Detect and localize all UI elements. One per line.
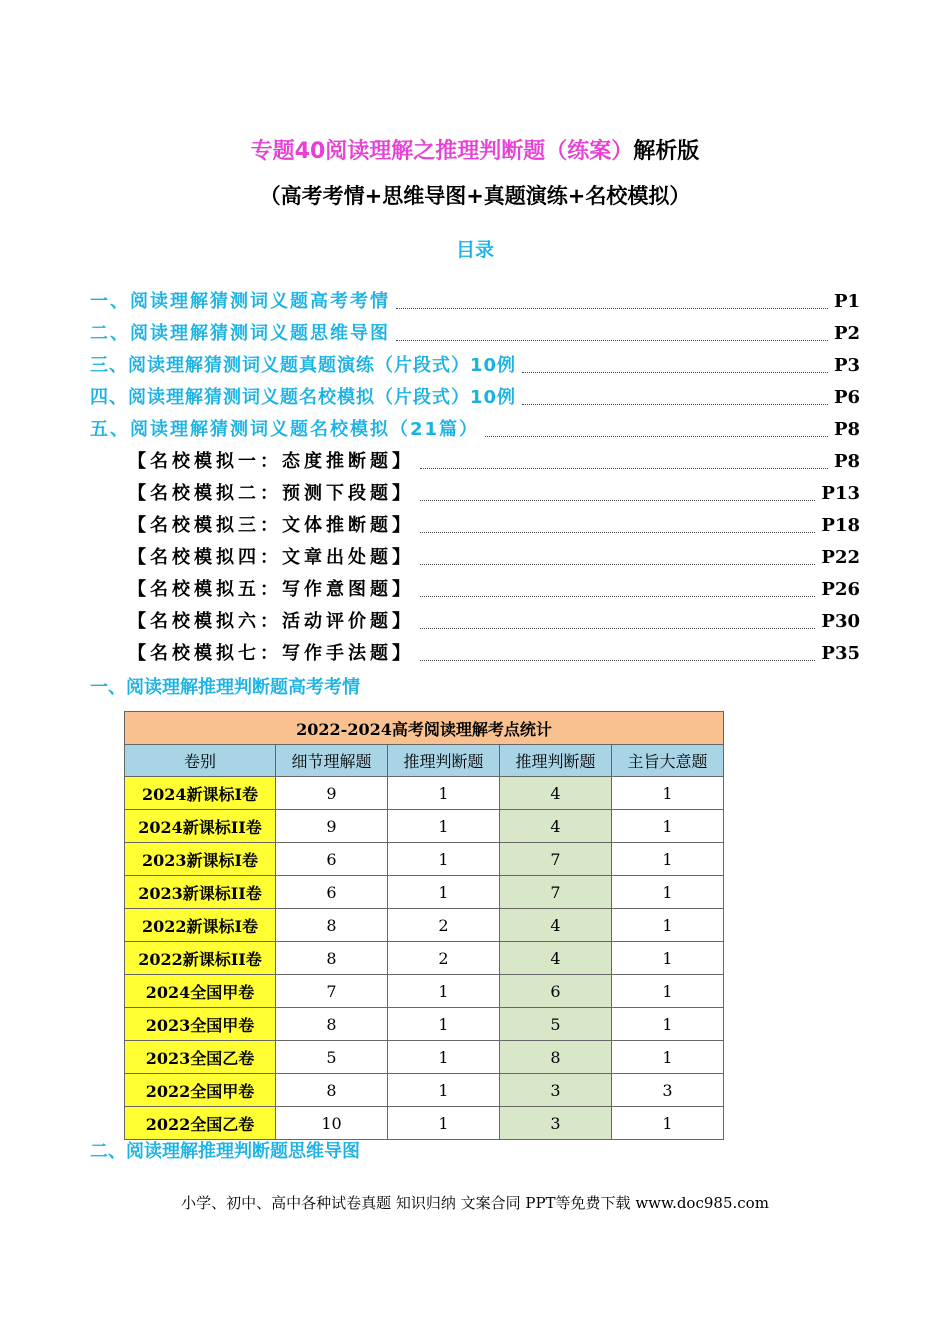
count-cell: 4 xyxy=(500,942,612,975)
toc-item-label: 五、阅读理解猜测词义题名校模拟（21篇） xyxy=(90,419,480,440)
toc-subitem-page: P8 xyxy=(833,451,860,472)
count-cell: 6 xyxy=(276,843,388,876)
table-row xyxy=(125,777,724,810)
count-cell: 1 xyxy=(388,1107,500,1140)
paper-name-cell: 2023新课标I卷 xyxy=(125,843,276,876)
count-cell: 5 xyxy=(500,1008,612,1041)
count-cell: 3 xyxy=(500,1074,612,1107)
toc-subitem-page: P13 xyxy=(821,483,860,504)
count-cell: 8 xyxy=(276,1074,388,1107)
toc-subitem[interactable] xyxy=(90,569,860,601)
paper-name-cell: 2023全国甲卷 xyxy=(125,1008,276,1041)
table-row xyxy=(125,843,724,876)
section-heading-2: 二、阅读理解推理判断题思维导图 xyxy=(90,1141,360,1162)
toc-subitem-page: P22 xyxy=(821,547,860,568)
toc-item-page: P2 xyxy=(833,323,860,344)
toc-item-page: P6 xyxy=(833,387,860,408)
count-cell: 1 xyxy=(388,1074,500,1107)
paper-name-cell: 2024新课标I卷 xyxy=(125,777,276,810)
count-cell: 8 xyxy=(276,942,388,975)
paper-name-cell: 2022全国乙卷 xyxy=(125,1107,276,1140)
count-cell: 1 xyxy=(388,843,500,876)
toc-subitem-label: 【名校模拟一：态度推断题】 xyxy=(128,451,414,472)
count-cell: 9 xyxy=(276,777,388,810)
toc-leader xyxy=(420,595,815,597)
toc-leader xyxy=(420,659,815,661)
count-cell: 1 xyxy=(612,909,724,942)
column-header: 主旨大意题 xyxy=(612,745,724,777)
section-heading-1: 一、阅读理解推理判断题高考考情 xyxy=(90,677,360,698)
toc-leader xyxy=(420,499,815,501)
count-cell: 1 xyxy=(388,810,500,843)
toc-leader xyxy=(396,339,828,341)
stats-table xyxy=(124,711,724,1140)
count-cell: 3 xyxy=(500,1107,612,1140)
toc-item[interactable] xyxy=(90,345,860,377)
count-cell: 1 xyxy=(388,1008,500,1041)
count-cell: 7 xyxy=(276,975,388,1008)
title-version: 解析版 xyxy=(633,139,700,164)
count-cell: 4 xyxy=(500,810,612,843)
paper-name-cell: 2022全国甲卷 xyxy=(125,1074,276,1107)
toc-subitem-page: P30 xyxy=(821,611,860,632)
toc-item-page: P3 xyxy=(833,355,860,376)
paper-name-cell: 2022新课标II卷 xyxy=(125,942,276,975)
toc-leader xyxy=(396,307,828,309)
table-row xyxy=(125,942,724,975)
column-header: 细节理解题 xyxy=(276,745,388,777)
toc-item[interactable] xyxy=(90,377,860,409)
table-body xyxy=(125,777,724,1140)
title-main: 专题40阅读理解之推理判断题（练案） xyxy=(250,139,634,164)
document-title xyxy=(0,134,950,165)
paper-name-cell: 2024新课标II卷 xyxy=(125,810,276,843)
count-cell: 1 xyxy=(388,975,500,1008)
paper-name-cell: 2024全国甲卷 xyxy=(125,975,276,1008)
count-cell: 1 xyxy=(612,942,724,975)
toc-leader xyxy=(485,435,828,437)
toc-subitem[interactable] xyxy=(90,441,860,473)
count-cell: 1 xyxy=(612,777,724,810)
toc-leader xyxy=(420,563,815,565)
table-row xyxy=(125,975,724,1008)
count-cell: 2 xyxy=(388,942,500,975)
toc-item[interactable] xyxy=(90,281,860,313)
toc-leader xyxy=(522,371,828,373)
toc-leader xyxy=(420,627,815,629)
table-row xyxy=(125,1074,724,1107)
document-subtitle: （高考考情+思维导图+真题演练+名校模拟） xyxy=(259,184,691,208)
paper-name-cell: 2022新课标I卷 xyxy=(125,909,276,942)
count-cell: 1 xyxy=(612,1107,724,1140)
toc-subitem-label: 【名校模拟三：文体推断题】 xyxy=(128,515,414,536)
count-cell: 4 xyxy=(500,777,612,810)
toc-subitem-page: P18 xyxy=(821,515,860,536)
toc-item-page: P8 xyxy=(833,419,860,440)
table-caption: 2022-2024高考阅读理解考点统计 xyxy=(125,712,724,745)
column-header: 推理判断题 xyxy=(500,745,612,777)
toc-subitem-label: 【名校模拟六：活动评价题】 xyxy=(128,611,414,632)
toc-leader xyxy=(420,467,828,469)
count-cell: 1 xyxy=(388,777,500,810)
toc-item-page: P1 xyxy=(833,291,860,312)
count-cell: 9 xyxy=(276,810,388,843)
count-cell: 1 xyxy=(612,1008,724,1041)
column-header: 卷别 xyxy=(125,745,276,777)
count-cell: 1 xyxy=(388,876,500,909)
toc-subitem-label: 【名校模拟七：写作手法题】 xyxy=(128,643,414,664)
count-cell: 8 xyxy=(276,909,388,942)
table-row xyxy=(125,810,724,843)
toc-item-label: 四、阅读理解猜测词义题名校模拟（片段式）10例 xyxy=(90,387,517,408)
count-cell: 7 xyxy=(500,843,612,876)
count-cell: 1 xyxy=(612,876,724,909)
count-cell: 1 xyxy=(612,1041,724,1074)
toc-item[interactable] xyxy=(90,313,860,345)
table-row xyxy=(125,1041,724,1074)
toc-subitem-label: 【名校模拟二：预测下段题】 xyxy=(128,483,414,504)
toc-leader xyxy=(420,531,815,533)
count-cell: 8 xyxy=(276,1008,388,1041)
count-cell: 6 xyxy=(276,876,388,909)
toc-subitem-label: 【名校模拟四：文章出处题】 xyxy=(128,547,414,568)
toc-subitem[interactable] xyxy=(90,537,860,569)
table-row xyxy=(125,1008,724,1041)
count-cell: 2 xyxy=(388,909,500,942)
count-cell: 10 xyxy=(276,1107,388,1140)
toc-item-label: 三、阅读理解猜测词义题真题演练（片段式）10例 xyxy=(90,355,517,376)
toc-subitem-page: P26 xyxy=(821,579,860,600)
count-cell: 4 xyxy=(500,909,612,942)
toc-leader xyxy=(522,403,828,405)
toc-subitem[interactable] xyxy=(90,473,860,505)
toc-item-label: 一、阅读理解猜测词义题高考考情 xyxy=(90,291,390,312)
toc-subitem-page: P35 xyxy=(821,643,860,664)
toc-item-label: 二、阅读理解猜测词义题思维导图 xyxy=(90,323,390,344)
toc-subitem[interactable] xyxy=(90,505,860,537)
table-row xyxy=(125,909,724,942)
count-cell: 1 xyxy=(612,975,724,1008)
toc-subitem[interactable] xyxy=(90,601,860,633)
toc-subitem-label: 【名校模拟五：写作意图题】 xyxy=(128,579,414,600)
count-cell: 1 xyxy=(388,1041,500,1074)
count-cell: 5 xyxy=(276,1041,388,1074)
toc-heading: 目录 xyxy=(455,239,494,261)
footer-text: 小学、初中、高中各种试卷真题 知识归纳 文案合同 PPT等免费下载 www.doc985.com xyxy=(181,1194,769,1212)
table-row xyxy=(125,1107,724,1140)
table-row xyxy=(125,876,724,909)
count-cell: 6 xyxy=(500,975,612,1008)
count-cell: 3 xyxy=(612,1074,724,1107)
paper-name-cell: 2023全国乙卷 xyxy=(125,1041,276,1074)
count-cell: 1 xyxy=(612,810,724,843)
table-of-contents xyxy=(90,281,860,665)
toc-subitem[interactable] xyxy=(90,633,860,665)
column-header: 推理判断题 xyxy=(388,745,500,777)
count-cell: 7 xyxy=(500,876,612,909)
count-cell: 1 xyxy=(612,843,724,876)
paper-name-cell: 2023新课标II卷 xyxy=(125,876,276,909)
toc-item[interactable] xyxy=(90,409,860,441)
count-cell: 8 xyxy=(500,1041,612,1074)
